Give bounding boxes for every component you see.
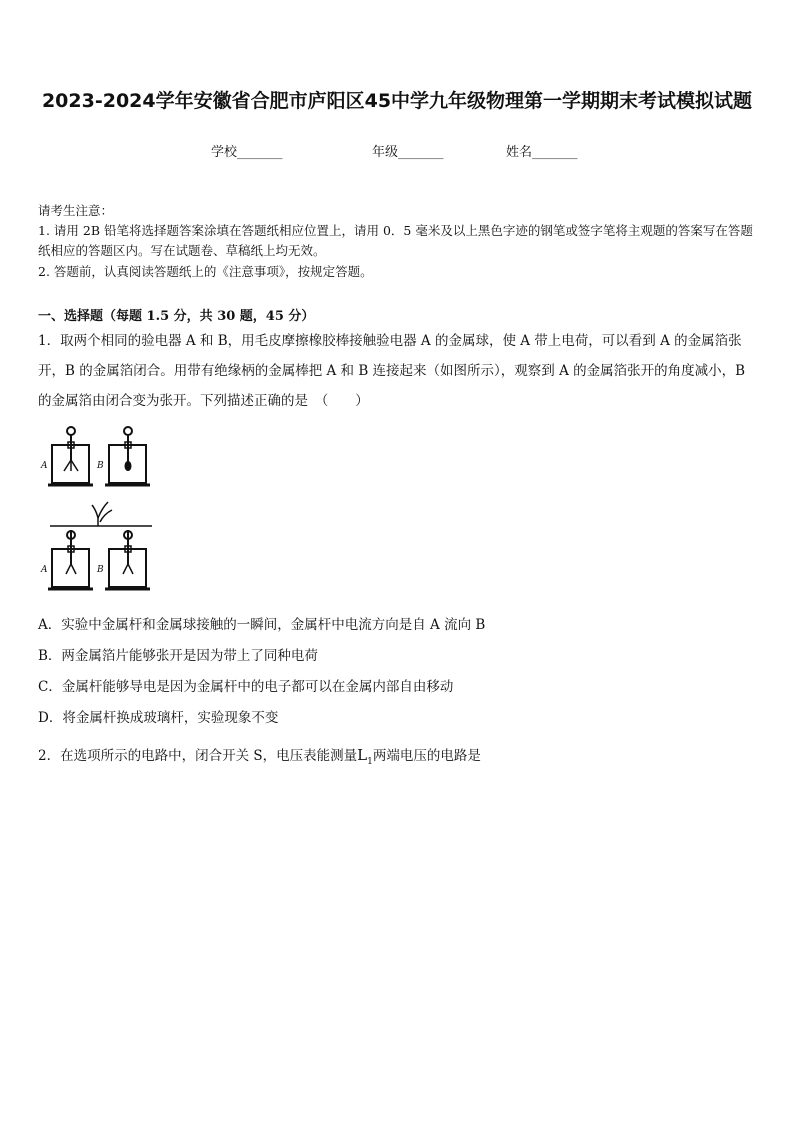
- exam-title: 2023-2024学年安徽省合肥市庐阳区45中学九年级物理第一学期期末考试模拟试题: [41, 90, 753, 112]
- grade-field: 年级_______: [372, 145, 444, 160]
- question-1-line-3: 的金属箔由闭合变为张开。下列描述正确的是 （ ）: [38, 393, 369, 409]
- notice-heading: 请考生注意：: [38, 203, 114, 218]
- figure-label-b-bottom: B: [97, 565, 104, 575]
- question-2-text-after: 两端电压的电路是: [372, 748, 481, 764]
- question-2: [38, 744, 481, 767]
- electroscope-b-top-ball: [124, 427, 132, 435]
- name-field: 姓名_______: [506, 145, 578, 160]
- question-2-symbol: $L_1$: [357, 746, 373, 767]
- notice-item-2: 2. 答题前，认真阅读答题纸上的《注意事项》，按规定答题。: [38, 264, 373, 279]
- section-heading-choice: 一、选择题（每题 1.5 分，共 30 题，45 分）: [38, 309, 315, 324]
- question-1-line-2: 开，B 的金属箔闭合。用带有绝缘柄的金属棒把 A 和 B 连接起来（如图所示），观察到 A 的金属箔张开的角度减小，B: [38, 363, 746, 379]
- student-info-row: [0, 141, 794, 159]
- electroscope-a-top-ball: [67, 427, 75, 435]
- figure-label-a-top: A: [41, 461, 48, 471]
- question-2-text-before: 2．在选项所示的电路中，闭合开关 S，电压表能测量: [38, 748, 358, 764]
- question-1-option-d: D．将金属杆换成玻璃杆，实验现象不变: [38, 710, 279, 726]
- question-1-option-a: A．实验中金属杆和金属球接触的一瞬间，金属杆中电流方向是自 A 流向 B: [38, 617, 486, 633]
- electroscope-figure: [40, 422, 160, 597]
- notice-item-1: 1. 请用 2B 铅笔将选择题答案涂填在答题纸相应位置上，请用 0．5 毫米及以上黑色字迹的钢笔或签字笔将主观题的答案写在答题纸相应的答题区内。写在试题卷、草稿纸上均无效。: [38, 223, 753, 258]
- figure-label-a-bottom: A: [41, 565, 48, 575]
- question-1-option-b: B．两金属箔片能够张开是因为带上了同种电荷: [38, 648, 318, 664]
- school-field: 学校_______: [211, 145, 283, 160]
- question-1-option-c: C．金属杆能够导电是因为金属杆中的电子都可以在金属内部自由移动: [38, 679, 454, 695]
- question-1-line-1: 1．取两个相同的验电器 A 和 B，用毛皮摩擦橡胶棒接触验电器 A 的金属球，使 A 带上电荷，可以看到 A 的金属箔张: [38, 333, 742, 349]
- figure-label-b-top: B: [97, 461, 104, 471]
